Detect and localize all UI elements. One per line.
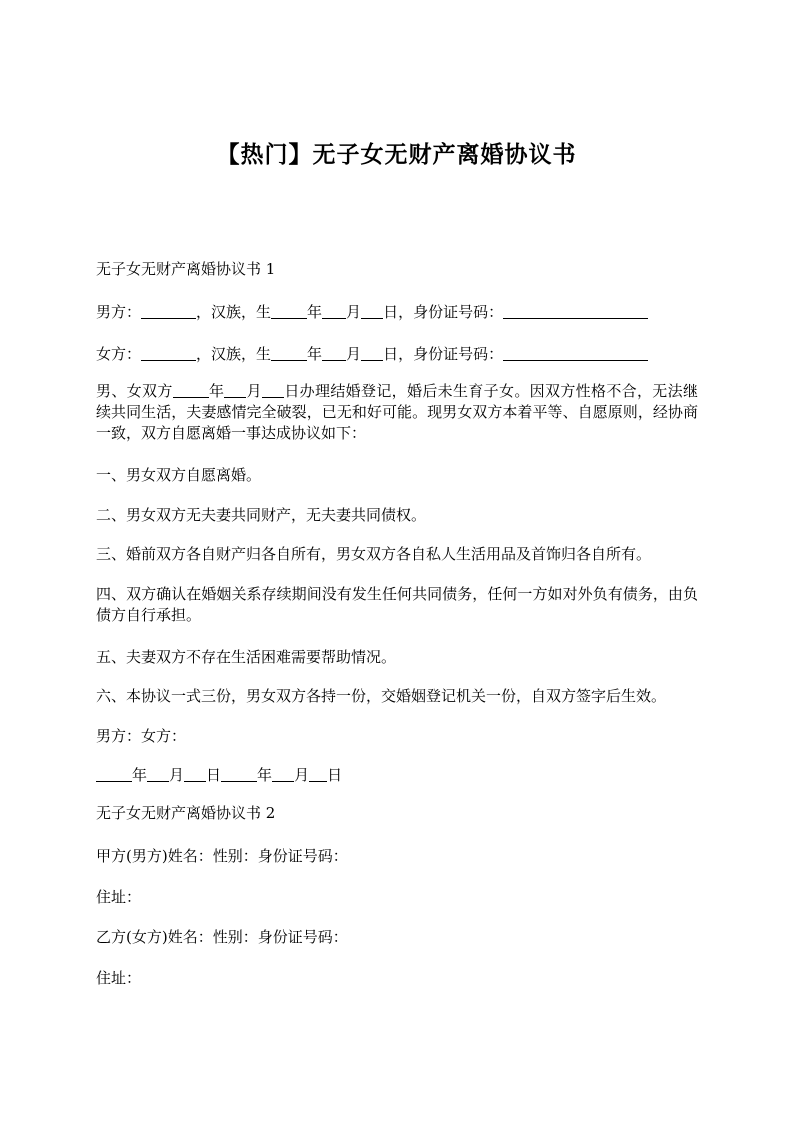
address-b-line: 住址： xyxy=(96,969,142,987)
day-label: 日 xyxy=(327,766,343,784)
month-label: 月 xyxy=(346,303,362,321)
day-label: 日 xyxy=(206,766,222,784)
year-blank xyxy=(96,766,132,782)
month-blank xyxy=(224,382,246,398)
clause-4: 四、双方确认在婚姻关系存续期间没有发生任何共同债务，任何一方如对外负有债务，由负债方自行承担。 xyxy=(96,585,698,624)
year-label: 年 xyxy=(257,766,273,784)
signature-line: 男方：女方： xyxy=(96,727,187,745)
nation-text: ，汉族，生 xyxy=(196,303,272,321)
day-blank xyxy=(361,345,383,361)
page-title: 【热门】无子女无财产离婚协议书 xyxy=(216,142,577,168)
day-blank xyxy=(361,303,383,319)
year-label: 年 xyxy=(307,345,323,363)
name-blank xyxy=(141,303,196,319)
name-blank xyxy=(141,345,196,361)
id-blank xyxy=(503,345,648,361)
section2-heading: 无子女无财产离婚协议书 2 xyxy=(96,804,276,822)
year-blank xyxy=(221,766,257,782)
month-blank xyxy=(322,303,346,319)
male-info-line xyxy=(96,302,698,323)
id-blank xyxy=(503,303,648,319)
clause-5: 五、夫妻双方不存在生活困难需要帮助情况。 xyxy=(96,648,397,666)
year-blank xyxy=(271,345,307,361)
month-label: 月 xyxy=(246,382,263,400)
party-a-line: 甲方(男方)姓名：性别：身份证号码： xyxy=(96,847,348,865)
female-info-line xyxy=(96,344,698,365)
marriage-intro: 男、女双方 xyxy=(96,382,173,400)
month-blank xyxy=(322,345,346,361)
month-label: 月 xyxy=(169,766,185,784)
month-blank xyxy=(272,766,294,782)
year-label: 年 xyxy=(208,382,225,400)
nation-text: ，汉族，生 xyxy=(196,345,272,363)
date-line xyxy=(96,765,698,786)
year-label: 年 xyxy=(307,303,323,321)
marriage-paragraph xyxy=(96,381,698,444)
marriage-rest: 日办理结婚登记，婚后未生育子女。因双方性格不合，无法继续共同生活，夫妻感情完全破裂，已无和好可能。现男女双方本着平等、自愿原则，经协商一致，双方自愿离婚一事达成协议如下： xyxy=(96,382,698,442)
id-text: 日，身份证号码： xyxy=(383,303,504,321)
section1-heading: 无子女无财产离婚协议书 1 xyxy=(96,260,276,278)
month-blank xyxy=(147,766,169,782)
clause-3: 三、婚前双方各自财产归各自所有，男女双方各自私人生活用品及首饰归各自所有。 xyxy=(96,545,652,563)
day-blank xyxy=(309,766,327,782)
month-label: 月 xyxy=(346,345,362,363)
day-blank xyxy=(184,766,206,782)
day-blank xyxy=(262,382,284,398)
clause-6: 六、本协议一式三份，男女双方各持一份，交婚姻登记机关一份，自双方签字后生效。 xyxy=(96,687,667,705)
id-text: 日，身份证号码： xyxy=(383,345,504,363)
party-b-line: 乙方(女方)姓名：性别：身份证号码： xyxy=(96,928,348,946)
male-label: 男方： xyxy=(96,303,142,321)
year-label: 年 xyxy=(132,766,148,784)
month-label: 月 xyxy=(294,766,310,784)
address-a-line: 住址： xyxy=(96,888,142,906)
female-label: 女方： xyxy=(96,345,142,363)
year-blank xyxy=(271,303,307,319)
year-blank xyxy=(173,382,209,398)
clause-2: 二、男女双方无夫妻共同财产，无夫妻共同债权。 xyxy=(96,506,427,524)
clause-1: 一、男女双方自愿离婚。 xyxy=(96,466,262,484)
